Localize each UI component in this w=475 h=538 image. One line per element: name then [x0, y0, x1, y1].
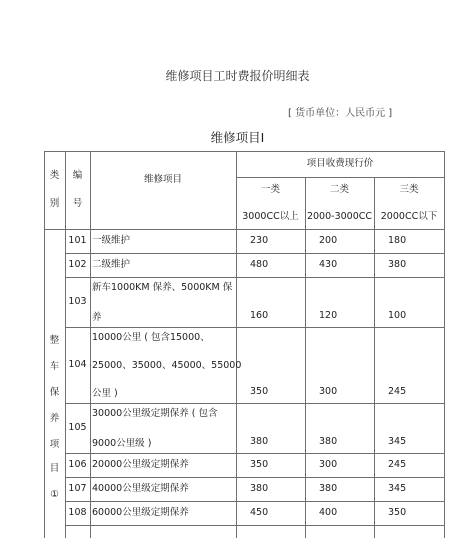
row-item: 30000公里级定期保养 ( 包含: [92, 408, 218, 419]
row-price-tier1: 350: [250, 459, 269, 470]
tier-range: 2000-3000CC: [306, 211, 373, 222]
header-category: 类: [49, 170, 60, 181]
table-rule: [236, 177, 445, 178]
row-item: 9000公里级 ): [92, 438, 152, 449]
row-price-tier1: 230: [250, 235, 269, 246]
row-number: 107: [68, 483, 87, 494]
row-price-tier2: 400: [319, 507, 338, 518]
table-rule: [65, 477, 445, 478]
row-price-tier1: 380: [250, 483, 269, 494]
table-rule: [65, 501, 445, 502]
row-price-tier3: 245: [388, 386, 407, 397]
row-number: 103: [68, 296, 87, 307]
category-char: 养: [49, 413, 60, 424]
row-price-tier2: 200: [319, 235, 338, 246]
table-rule: [444, 151, 445, 538]
row-price-tier2: 300: [319, 386, 338, 397]
tier-name: 二类: [329, 184, 349, 195]
row-number: 102: [68, 259, 87, 270]
row-number: 108: [68, 507, 87, 518]
row-price-tier2: 300: [319, 459, 338, 470]
category-char: 整: [49, 335, 60, 346]
row-number: 104: [68, 359, 87, 370]
row-number: 105: [68, 422, 87, 433]
table-rule: [65, 453, 445, 454]
row-price-tier2: 120: [319, 310, 338, 321]
category-char: 项: [49, 439, 60, 450]
header-price-group: 项目收费现行价: [306, 158, 374, 169]
header-item: 维修项目: [143, 174, 182, 185]
header-number: 编: [72, 170, 83, 181]
row-price-tier3: 100: [388, 310, 407, 321]
table-rule: [65, 253, 445, 254]
row-item: 养: [92, 312, 102, 323]
row-number: 101: [68, 235, 87, 246]
table-rule: [236, 151, 237, 538]
row-price-tier2: 380: [319, 436, 338, 447]
row-price-tier1: 380: [250, 436, 269, 447]
row-item: 40000公里级定期保养: [92, 483, 189, 494]
row-price-tier1: 160: [250, 310, 269, 321]
header-number: 号: [72, 198, 83, 209]
row-price-tier3: 350: [388, 507, 407, 518]
table-rule: [65, 327, 445, 328]
row-price-tier3: 380: [388, 259, 407, 270]
row-price-tier2: 380: [319, 483, 338, 494]
section-title: 维修项目Ⅰ: [210, 130, 265, 145]
row-item: 20000公里级定期保养: [92, 459, 189, 470]
row-item: 25000、35000、45000、55000: [92, 360, 242, 371]
row-number: 106: [68, 459, 87, 470]
table-rule: [44, 151, 445, 152]
row-item: 新车1000KM 保养、5000KM 保: [92, 282, 233, 293]
category-char: 保: [49, 387, 60, 398]
row-price-tier1: 350: [250, 386, 269, 397]
document-title: 维修项目工时费报价明细表: [165, 69, 310, 83]
table-rule: [90, 151, 91, 538]
row-price-tier1: 480: [250, 259, 269, 270]
row-price-tier2: 430: [319, 259, 338, 270]
row-item: 公里 ): [92, 388, 118, 399]
tier-name: 三类: [399, 184, 419, 195]
table-rule: [44, 229, 445, 230]
currency-note: [ 货币单位：人民币元 ]: [288, 108, 393, 119]
category-char: 目: [49, 463, 60, 474]
tier-name: 一类: [260, 184, 280, 195]
row-price-tier3: 180: [388, 235, 407, 246]
category-char: 车: [49, 361, 60, 372]
table-rule: [65, 525, 445, 526]
row-item: 10000公里 ( 包含15000、: [92, 332, 210, 343]
tier-range: 2000CC以下: [380, 211, 438, 222]
row-item: 60000公里级定期保养: [92, 507, 189, 518]
category-char: ①: [50, 489, 59, 500]
row-item: 一级维护: [92, 235, 131, 246]
row-price-tier1: 450: [250, 507, 269, 518]
table-rule: [65, 277, 445, 278]
tier-range: 3000CC以上: [242, 211, 299, 222]
table-rule: [65, 403, 445, 404]
table-rule: [305, 177, 306, 538]
row-price-tier3: 245: [388, 459, 407, 470]
header-category: 别: [49, 198, 60, 209]
row-price-tier3: 345: [388, 436, 407, 447]
table-rule: [374, 177, 375, 538]
row-item: 二级维护: [92, 259, 131, 270]
row-price-tier3: 345: [388, 483, 407, 494]
